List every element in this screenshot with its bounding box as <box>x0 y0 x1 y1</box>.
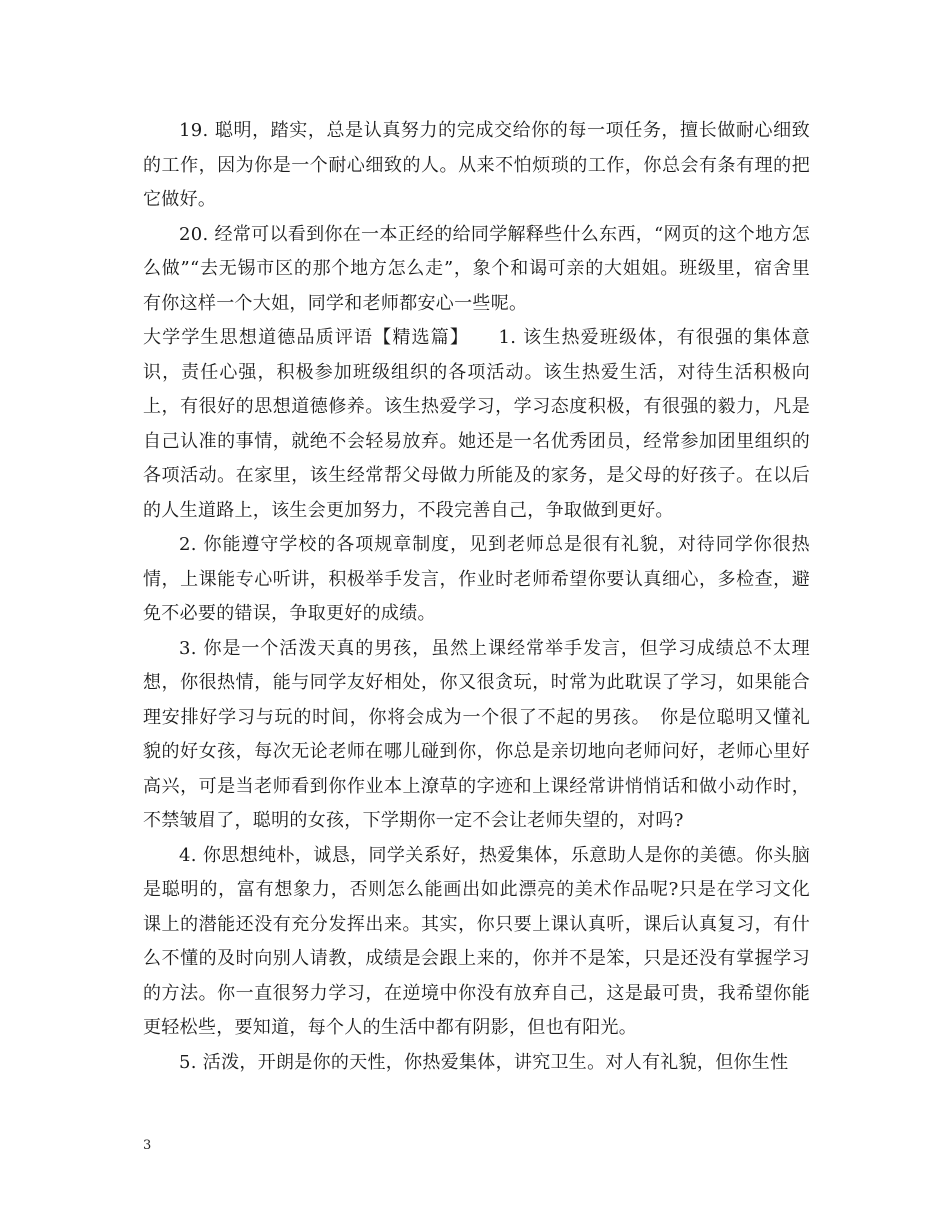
paragraph-3: 3. 你是一个活泼天真的男孩，虽然上课经常举手发言，但学习成绩总不太理想，你很热情，能与同学友好相处，你又很贪玩，时常为此耽误了学习，如果能合理安排好学习与玩的时间，你将会成为一个很了不起的男孩。 你是位聪明又懂礼貌的好女孩，每次无论老师在哪儿碰到你，你总是亲切地向老师问好，老师心里好高兴，可是当老师看到你作业本上潦草的字迹和上课经常讲悄悄话和做小动作时，不禁皱眉了，聪明的女孩，下学期你一定不会让老师失望的，对吗? <box>143 637 810 831</box>
paragraph-19: 19. 聪明，踏实，总是认真努力的完成交给你的每一项任务，擅长做耐心细致的工作，因为你是一个耐心细致的人。从来不怕烦琐的工作，你总会有条有理的把它做好。 <box>143 120 810 210</box>
paragraph-20: 20. 经常可以看到你在一本正经的给同学解释些什么东西，“网页的这个地方怎么做”“去无锡市区的那个地方怎么走”，象个和谒可亲的大姐姐。班级里，宿舍里有你这样一个大姐，同学和老师都安心一些呢。 <box>143 223 810 314</box>
document-body <box>143 114 810 1080</box>
page-number: 3 <box>143 1138 152 1153</box>
paragraph-5: 5. 活泼，开朗是你的天性，你热爱集体，讲究卫生。对人有礼貌，但你生性 <box>179 1051 789 1073</box>
paragraph-2: 2. 你能遵守学校的各项规章制度，见到老师总是很有礼貌，对待同学你很热情，上课能专心听讲，积极举手发言，作业时老师希望你要认真细心，多检查，避免不必要的错误，争取更好的成绩。 <box>143 534 810 624</box>
section-heading-paragraph: 大学学生思想道德品质评语【精选篇】 1. 该生热爱班级体，有很强的集体意识，责任心强，积极参加班级组织的各项活动。该生热爱生活，对待生活积极向上，有很好的思想道德修养。该生热爱学习，学习态度积极，有很强的毅力，凡是自己认准的事情，就绝不会轻易放弃。她还是一名优秀团员，经常参加团里组织的各项活动。在家里，该生经常帮父母做力所能及的家务，是父母的好孩子。在以后的人生道路上，该生会更加努力，不段完善自己，争取做到更好。 <box>143 327 810 521</box>
paragraph-4: 4. 你思想纯朴，诚恳，同学关系好，热爱集体，乐意助人是你的美德。你头脑是聪明的，富有想象力，否则怎么能画出如此漂亮的美术作品呢?只是在学习文化课上的潜能还没有充分发挥出来。其实，你只要上课认真听，课后认真复习，有什么不懂的及时向别人请教，成绩是会跟上来的，你并不是笨，只是还没有掌握学习的方法。你一直很努力学习，在逆境中你没有放弃自己，这是最可贵，我希望你能更轻松些，要知道，每个人的生活中都有阴影，但也有阳光。 <box>143 844 810 1038</box>
